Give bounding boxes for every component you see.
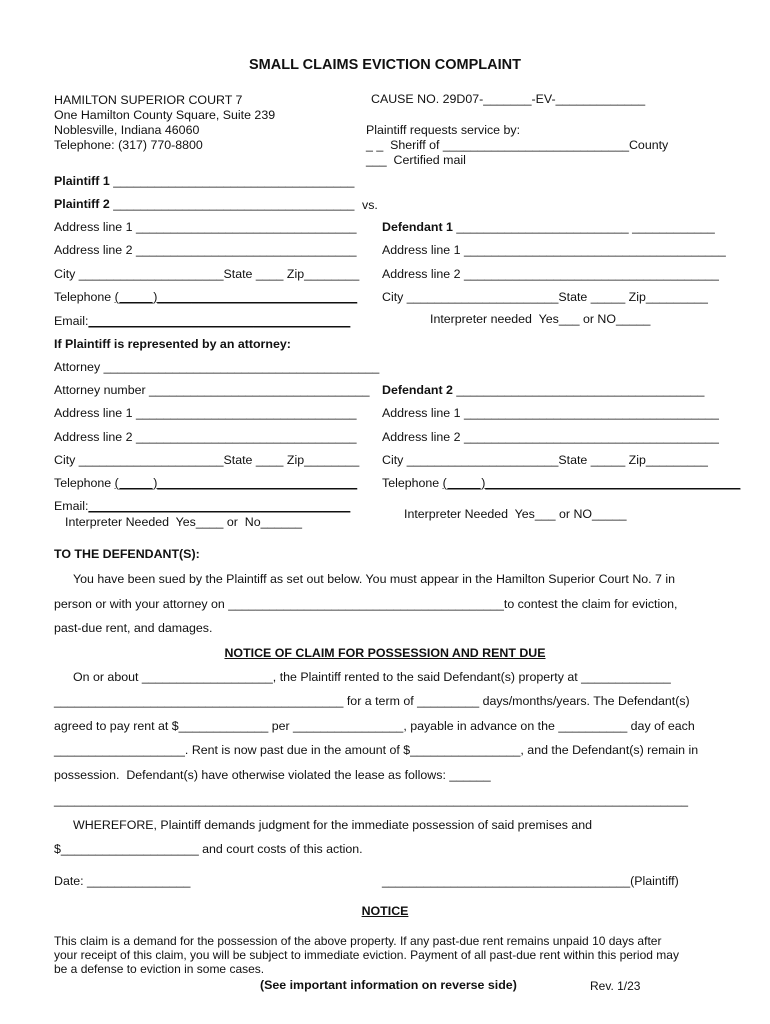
plaintiff-telephone-line: _____________________________: [157, 290, 358, 304]
wherefore-line: WHEREFORE, Plaintiff demands judgment for the immediate possession of said premises and: [73, 818, 593, 832]
defendant-1-label: Defendant 1: [382, 220, 453, 234]
plaintiff-email-label: Email:: [54, 314, 89, 328]
defendant-2-telephone-line: _____________________________________: [485, 476, 741, 490]
attorney-address-1-field[interactable]: Address line 1 ________________________________: [54, 406, 357, 420]
to-defendants-line-1: You have been sued by the Plaintiff as set out below. You must appear in the Hamilton Superior Court No. 7 in: [73, 572, 676, 586]
service-mail-option[interactable]: ___ Certified mail: [366, 153, 466, 167]
defendant-2-telephone-label: Telephone: [382, 476, 443, 490]
attorney-number-field[interactable]: Attorney number ________________________________: [54, 383, 370, 397]
claim-line-1[interactable]: On or about ___________________, the Plaintiff rented to the said Defendant(s) property at _____________: [73, 670, 671, 684]
attorney-email-field[interactable]: [54, 499, 350, 513]
attorney-telephone-line: _____________________________: [157, 476, 358, 490]
service-label: Plaintiff requests service by:: [366, 123, 521, 137]
defendant-1-interpreter-field[interactable]: Interpreter needed Yes___ or NO_____: [430, 312, 651, 326]
court-address-1: One Hamilton County Square, Suite 239: [54, 108, 276, 122]
defendant-2-line: ____________________________________: [452, 383, 705, 397]
claim-line-6[interactable]: ____________________________________________________________________________________________: [54, 793, 688, 807]
revision-label: Rev. 1/23: [590, 979, 641, 993]
claim-line-3[interactable]: agreed to pay rent at $_____________ per ________________, payable in advance on the __________ day of each: [54, 719, 695, 733]
plaintiff-1-label: Plaintiff 1: [54, 174, 110, 188]
attorney-heading: If Plaintiff is represented by an attorney:: [54, 337, 291, 351]
attorney-email-line: ______________________________________: [88, 499, 351, 513]
attorney-telephone-field[interactable]: [54, 476, 357, 490]
to-defendants-line-3: past-due rent, and damages.: [54, 621, 213, 635]
plaintiff-email-line: ______________________________________: [88, 314, 351, 328]
defendant-1-field[interactable]: [382, 220, 715, 234]
date-field[interactable]: Date: _______________: [54, 874, 191, 888]
to-defendants-line-2[interactable]: person or with your attorney on ________________________________________to contest the claim for eviction,: [54, 597, 678, 611]
defendant-2-telephone-field[interactable]: [382, 476, 740, 490]
defendant-1-line: _________________________ ____________: [452, 220, 715, 234]
defendant-2-telephone-area: (_____): [442, 476, 486, 490]
versus-label: vs.: [362, 198, 378, 212]
plaintiff-1-field[interactable]: [54, 174, 354, 188]
cause-number-field[interactable]: CAUSE NO. 29D07-_______-EV-_____________: [371, 92, 646, 106]
attorney-address-2-field[interactable]: Address line 2 ________________________________: [54, 430, 357, 444]
defendant-2-interpreter-field[interactable]: Interpreter Needed Yes___ or NO_____: [404, 507, 627, 521]
court-phone: Telephone: (317) 770-8800: [54, 138, 203, 152]
reverse-side-note: (See important information on reverse side): [260, 978, 517, 992]
plaintiff-city-field[interactable]: City _____________________State ____ Zip________: [54, 267, 360, 281]
plaintiff-2-line: ___________________________________: [109, 197, 355, 211]
defendant-2-address-2-field[interactable]: Address line 2 _____________________________________: [382, 430, 719, 444]
defendant-1-address-1-field[interactable]: Address line 1 ______________________________________: [382, 243, 726, 257]
page-title: SMALL CLAIMS EVICTION COMPLAINT: [248, 57, 521, 73]
plaintiff-address-2-field[interactable]: Address line 2 ________________________________: [54, 243, 357, 257]
plaintiff-2-label: Plaintiff 2: [54, 197, 110, 211]
plaintiff-email-field[interactable]: [54, 314, 350, 328]
defendant-2-label: Defendant 2: [382, 383, 453, 397]
notice-line-3: be a defense to eviction in some cases.: [54, 962, 265, 976]
defendant-2-field[interactable]: [382, 383, 704, 397]
attorney-telephone-area: (_____): [114, 476, 158, 490]
defendant-2-address-1-field[interactable]: Address line 1 _____________________________________: [382, 406, 719, 420]
attorney-telephone-label: Telephone: [54, 476, 115, 490]
to-defendants-heading: TO THE DEFENDANT(S):: [54, 547, 200, 561]
plaintiff-1-line: ___________________________________: [109, 174, 355, 188]
judgment-amount-line[interactable]: $____________________ and court costs of this action.: [54, 842, 363, 856]
notice-heading: NOTICE: [361, 904, 409, 918]
notice-line-2: your receipt of this claim, you will be subject to immediate eviction. Payment of all past-due rent within this period may: [54, 948, 679, 962]
plaintiff-telephone-field[interactable]: [54, 290, 357, 304]
attorney-city-field[interactable]: City _____________________State ____ Zip________: [54, 453, 360, 467]
claim-line-5[interactable]: possession. Defendant(s) have otherwise violated the lease as follows: ______: [54, 768, 491, 782]
claim-line-2[interactable]: __________________________________________ for a term of _________ days/months/years. The Defendant(s): [54, 694, 690, 708]
defendant-1-city-field[interactable]: City ______________________State _____ Zip_________: [382, 290, 708, 304]
attorney-name-field[interactable]: Attorney ________________________________________: [54, 360, 380, 374]
plaintiff-2-field[interactable]: [54, 197, 354, 211]
defendant-2-city-field[interactable]: City ______________________State _____ Zip_________: [382, 453, 708, 467]
plaintiff-address-1-field[interactable]: Address line 1 ________________________________: [54, 220, 357, 234]
defendant-1-address-2-field[interactable]: Address line 2 _____________________________________: [382, 267, 719, 281]
plaintiff-telephone-label: Telephone: [54, 290, 115, 304]
court-name: HAMILTON SUPERIOR COURT 7: [54, 93, 243, 107]
court-address-2: Noblesville, Indiana 46060: [54, 123, 200, 137]
plaintiff-telephone-area: (_____): [114, 290, 158, 304]
attorney-email-label: Email:: [54, 499, 89, 513]
attorney-interpreter-field[interactable]: Interpreter Needed Yes____ or No______: [65, 515, 302, 529]
claim-line-4[interactable]: ___________________. Rent is now past due in the amount of $________________, and the Defendant(s) remain in: [54, 743, 699, 757]
notice-line-1: This claim is a demand for the possession of the above property. If any past-due rent remains unpaid 10 days after: [54, 934, 662, 948]
notice-of-claim-heading: NOTICE OF CLAIM FOR POSSESSION AND RENT DUE: [224, 646, 546, 660]
service-sheriff-option[interactable]: _ _ Sheriff of ___________________________County: [366, 138, 669, 152]
plaintiff-signature-field[interactable]: ____________________________________(Plaintiff): [382, 874, 679, 888]
